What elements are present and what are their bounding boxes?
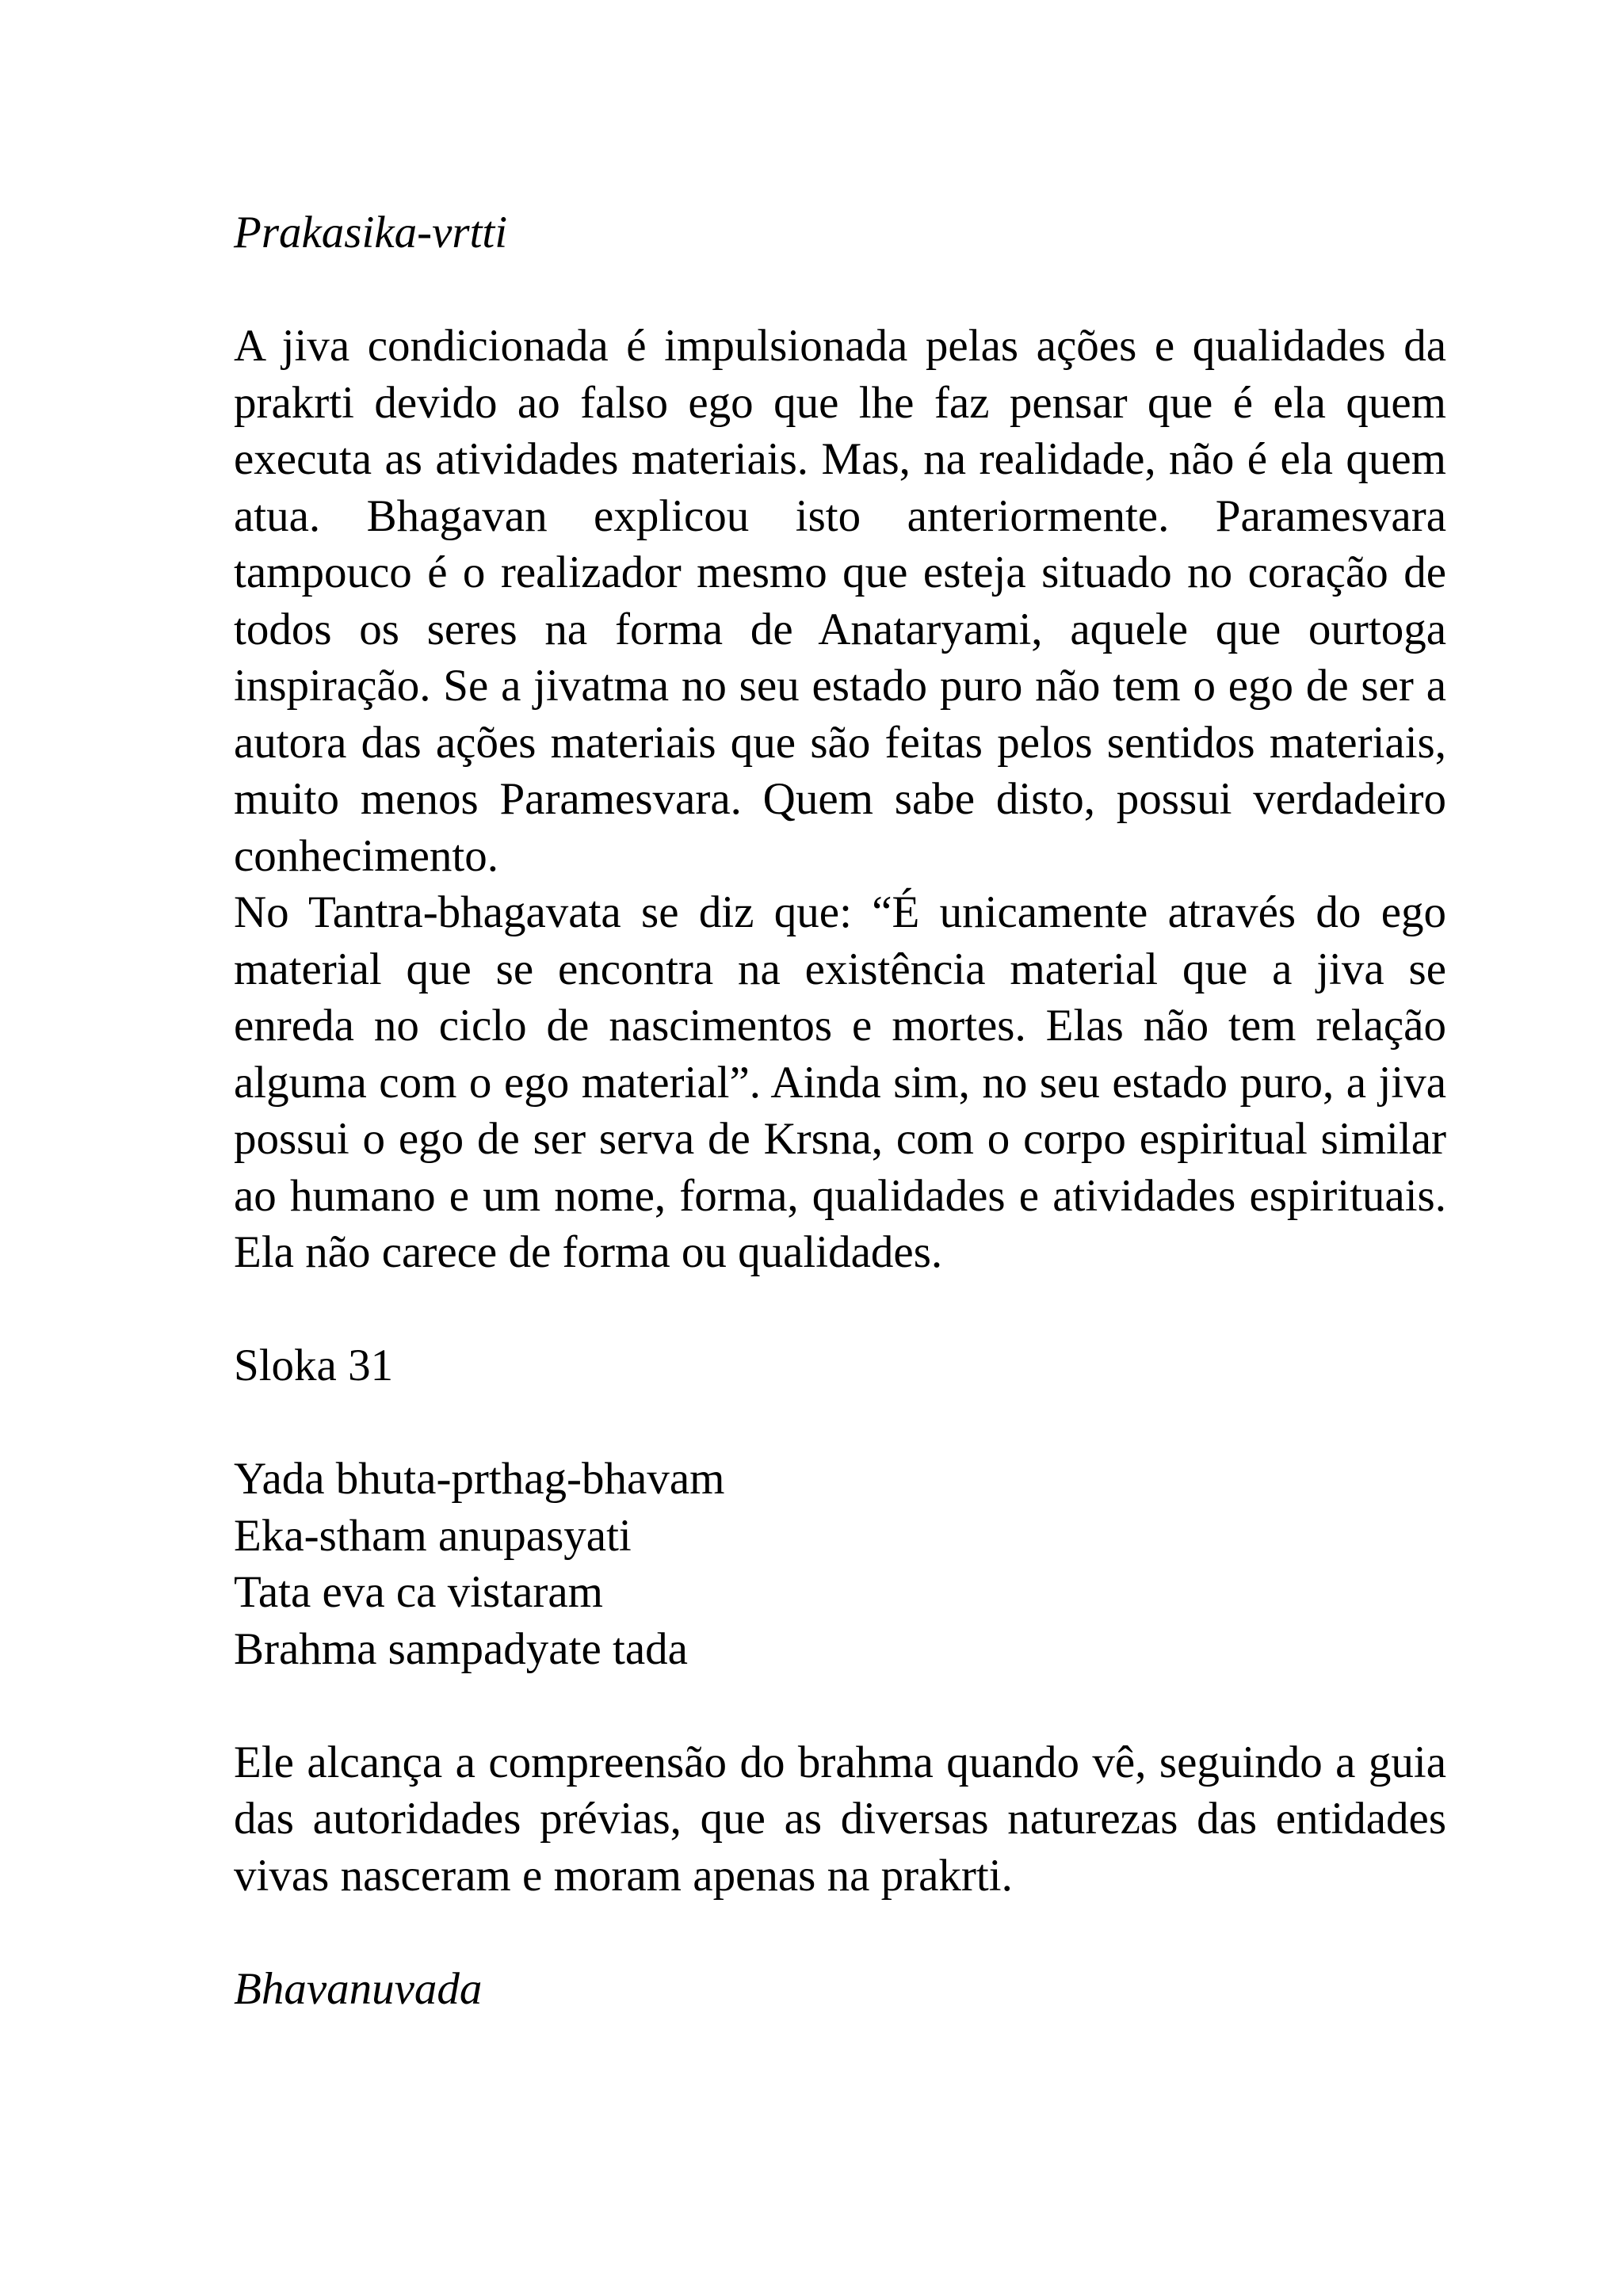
translation-paragraph: Ele alcança a compreensão do brahma quando vê, seguindo a guia das autoridades prévias, que as diversas naturezas das entidades vivas nasceram e moram apenas na prakrti. bbox=[234, 1737, 1446, 1901]
sloka-number: Sloka 31 bbox=[234, 1341, 394, 1390]
section-heading-bhavanuvada: Bhavanuvada bbox=[234, 1963, 483, 2014]
verse-line: Yada bhuta-prthag-bhavam bbox=[234, 1454, 725, 1504]
verse-line: Eka-stham anupasyati bbox=[234, 1510, 632, 1561]
section-heading-prakasika-vrtti: Prakasika-vrtti bbox=[234, 208, 508, 257]
spacer bbox=[234, 1904, 1446, 1961]
commentary-paragraph-1: A jiva condicionada é impulsionada pelas ações e qualidades da prakrti devido ao falso ego que lhe faz pensar que é ela quem executa as atividades materiais. Mas, na realidade, não é ela quem atua. Bhagavan explicou isto anteriormente. Paramesvara tampouco é o realizador mesmo que esteja situado no coração de todos os seres na forma de Anataryami, aquele que ourtoga inspiração. Se a jivatma no seu estado puro não tem o ego de ser a autora das ações materiais que são feitas pelos sentidos materiais, muito menos Paramesvara. Quem sabe disto, possui verdadeiro conhecimento. bbox=[234, 321, 1446, 881]
spacer bbox=[234, 1394, 1446, 1451]
document-page bbox=[234, 204, 1446, 2017]
spacer bbox=[234, 261, 1446, 318]
verse-block bbox=[234, 1451, 1446, 1677]
verse-line: Brahma sampadyate tada bbox=[234, 1623, 688, 1674]
verse-line: Tata eva ca vistaram bbox=[234, 1567, 603, 1617]
commentary-paragraph-2: No Tantra-bhagavata se diz que: “É unicamente através do ego material que se encontra na existência material que a jiva se enreda no ciclo de nascimentos e mortes. Elas não tem relação alguma com o ego material”. Ainda sim, no seu estado puro, a jiva possui o ego de ser serva de Krsna, com o corpo espiritual similar ao humano e um nome, forma, qualidades e atividades espirituais. Ela não carece de forma ou qualidades. bbox=[234, 887, 1446, 1277]
spacer bbox=[234, 1677, 1446, 1734]
spacer bbox=[234, 1281, 1446, 1338]
